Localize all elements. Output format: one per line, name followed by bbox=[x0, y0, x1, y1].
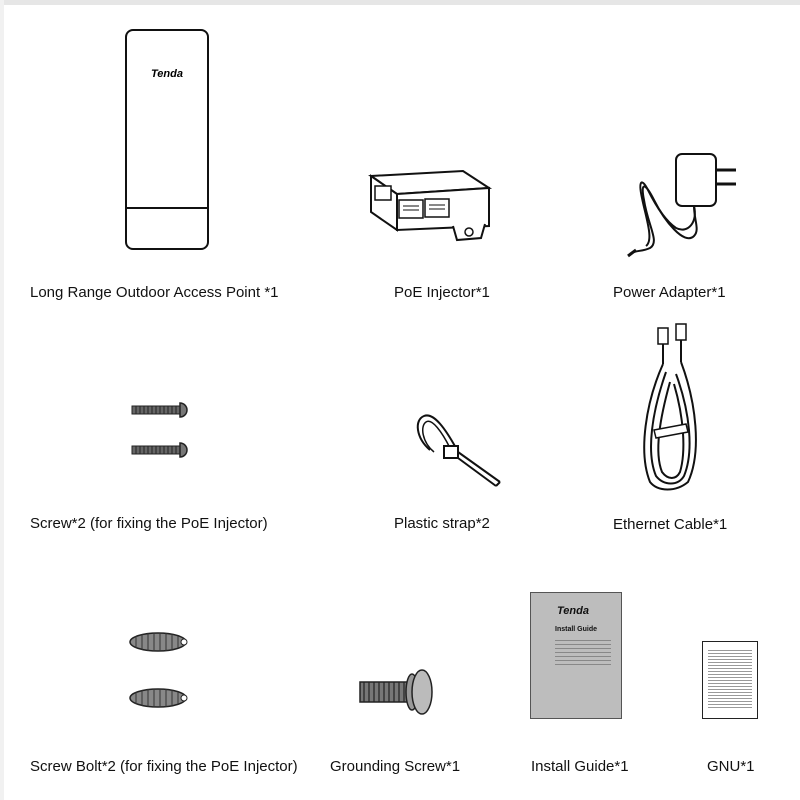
install-guide-brand: Tenda bbox=[557, 605, 589, 617]
grounding-screw-icon bbox=[358, 668, 434, 724]
access-point-brand: Tenda bbox=[151, 68, 183, 80]
left-edge-shadow bbox=[0, 0, 4, 800]
install-guide-text-lines bbox=[555, 637, 611, 667]
install-guide-item bbox=[530, 592, 622, 719]
screw-bolt-icon bbox=[128, 628, 190, 718]
caption-screw-bolt: Screw Bolt*2 (for fixing the PoE Injector) bbox=[30, 758, 298, 775]
caption-screw: Screw*2 (for fixing the PoE Injector) bbox=[30, 515, 268, 532]
screw-item bbox=[130, 400, 192, 464]
caption-access-point: Long Range Outdoor Access Point *1 bbox=[30, 284, 279, 301]
install-guide-booklet bbox=[530, 592, 622, 719]
power-adapter-item bbox=[624, 150, 744, 260]
cable-tie-icon bbox=[410, 408, 502, 492]
cable-tie-item bbox=[410, 408, 502, 492]
access-point-item bbox=[124, 28, 210, 252]
screw-bolt-item bbox=[128, 628, 190, 718]
gnu-leaflet-text-lines bbox=[708, 648, 752, 710]
poe-injector-icon bbox=[365, 166, 493, 252]
gnu-leaflet-page bbox=[702, 641, 758, 719]
top-edge-shadow bbox=[0, 0, 800, 5]
screw-icon bbox=[130, 400, 192, 464]
caption-gnu: GNU*1 bbox=[707, 758, 755, 775]
power-adapter-icon bbox=[624, 150, 744, 260]
gnu-leaflet-item bbox=[702, 641, 758, 719]
caption-ethernet-cable: Ethernet Cable*1 bbox=[613, 516, 728, 533]
caption-poe-injector: PoE Injector*1 bbox=[394, 284, 490, 301]
caption-install-guide: Install Guide*1 bbox=[531, 758, 629, 775]
install-guide-title: Install Guide bbox=[555, 626, 598, 633]
ethernet-cable-item bbox=[636, 322, 706, 492]
poe-injector-item bbox=[365, 166, 493, 252]
caption-power-adapter: Power Adapter*1 bbox=[613, 284, 726, 301]
caption-grounding-screw: Grounding Screw*1 bbox=[330, 758, 461, 775]
ethernet-cable-icon bbox=[636, 322, 706, 492]
caption-plastic-strap: Plastic strap*2 bbox=[394, 515, 490, 532]
grounding-screw-item bbox=[358, 668, 434, 724]
access-point-icon bbox=[124, 28, 210, 252]
